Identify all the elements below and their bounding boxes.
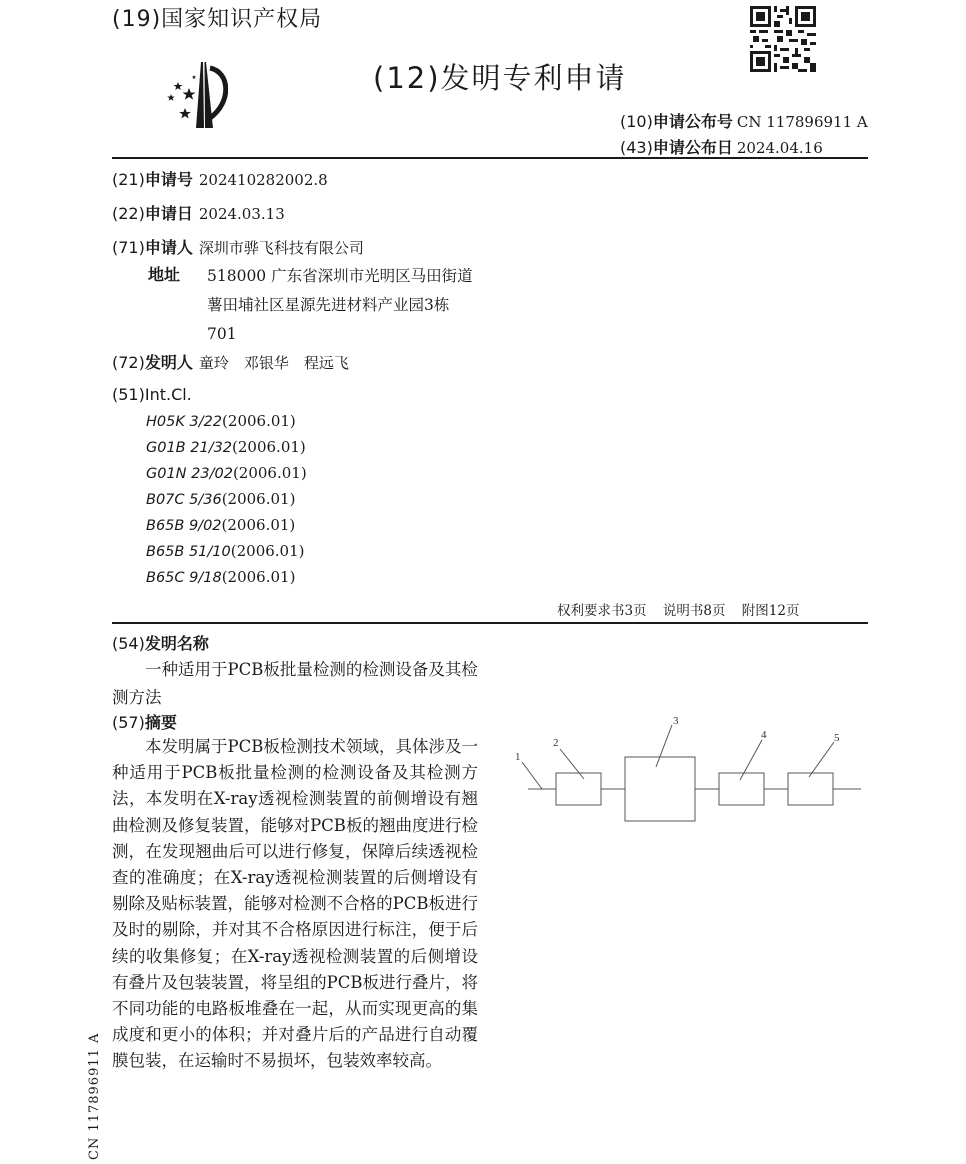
ipc-item — [146, 486, 307, 512]
abstract-text: 本发明属于PCB板检测技术领域，具体涉及一种适用于PCB板批量检测的检测设备及其检测方法，本发明在X-ray透视检测装置的前侧增设有翘曲检测及修复装置，能够对PCB板的翘曲度进行检测，在发现翘曲后可以进行修复，保障后续透视检查的准确度；在X-ray透视检测装置的后侧增设有剔除及贴标装置，能够对检测不合格的PCB板进行及时的剔除，并对其不合格原因进行标注，便于后续的收集修复；在X-ray透视检测装置的后侧增设有叠片及包装装置，将呈组的PCB板进行叠片，将不同功能的电路板堆叠在一起，从而实现更高的集成度和更小的体积；并对叠片后的产品进行自动覆膜包装，在运输时不易损坏，包装效率较高。 — [112, 737, 478, 1071]
field-value: 深圳市骅飞科技有限公司 — [198, 239, 364, 257]
field-code: (71) — [112, 238, 145, 257]
publication-number — [620, 109, 868, 132]
invention-title: 一种适用于PCB板批量检测的检测设备及其检测方法 — [112, 660, 478, 707]
ipc-item — [146, 460, 307, 486]
pub-date-value: 2024.04.16 — [736, 139, 823, 157]
office-name-text: 国家知识产权局 — [161, 7, 323, 32]
ipc-version: (2006.01) — [222, 412, 296, 430]
ipc-version: (2006.01) — [232, 464, 307, 482]
office-name — [112, 2, 322, 33]
figure-label-2: 2 — [553, 737, 559, 749]
ipc-list — [146, 408, 307, 590]
ipc-item — [146, 434, 307, 460]
ipc-code: B07C 5/36 — [146, 492, 222, 508]
field-code: (22) — [112, 204, 145, 223]
header-divider — [112, 157, 868, 159]
ipc-item — [146, 538, 307, 564]
pub-date-code: (43) — [620, 138, 653, 157]
ipc-item — [146, 512, 307, 538]
field-label: Int.Cl. — [144, 385, 192, 404]
doc-type-code: (12) — [373, 61, 441, 95]
abstract-figure — [508, 712, 868, 832]
pub-date-label: 申请公布日 — [652, 138, 733, 157]
inventors — [112, 350, 349, 373]
int-cl-heading — [112, 385, 192, 404]
field-code: (72) — [112, 353, 145, 372]
side-publication-id: CN 117896911 A — [87, 1032, 102, 1160]
application-number — [112, 167, 328, 190]
field-label: 发明人 — [144, 353, 193, 372]
ipc-version: (2006.01) — [221, 568, 296, 586]
abstract-label: 摘要 — [144, 713, 177, 732]
figure-label-1: 1 — [515, 751, 521, 763]
field-label: 申请号 — [144, 170, 193, 189]
field-code: (51) — [112, 385, 145, 404]
section-divider — [112, 622, 868, 624]
abstract-heading — [112, 710, 177, 733]
drawings-pages: 附图12页 — [741, 603, 800, 619]
title-label: 发明名称 — [144, 634, 209, 653]
ipc-code: B65B 9/02 — [146, 518, 222, 534]
ipc-version: (2006.01) — [232, 438, 306, 456]
pub-number-value: CN 117896911 A — [736, 113, 868, 131]
field-value: 2024.03.13 — [198, 205, 285, 223]
title-heading — [112, 631, 209, 654]
title-code: (54) — [112, 634, 145, 653]
ipc-version: (2006.01) — [221, 516, 296, 534]
abstract-code: (57) — [112, 713, 145, 732]
ipc-code: G01B 21/32 — [146, 440, 233, 456]
ipc-version: (2006.01) — [230, 542, 305, 560]
applicant — [112, 235, 364, 258]
document-type — [373, 56, 627, 97]
doc-type-text: 发明专利申请 — [440, 61, 627, 95]
address-label: 地址 — [148, 265, 181, 284]
ipc-item — [146, 564, 307, 590]
publication-date — [620, 135, 823, 158]
ipc-code: G01N 23/02 — [146, 466, 233, 482]
pub-number-code: (10) — [620, 112, 653, 131]
address-value: 518000 广东省深圳市光明区马田街道薯田埔社区星源先进材料产业园3栋701 — [207, 267, 473, 343]
filing-date — [112, 201, 285, 224]
field-label: 申请日 — [144, 204, 193, 223]
figure-label-4: 4 — [761, 729, 767, 741]
ipc-code: H05K 3/22 — [146, 414, 223, 430]
figure-label-3: 3 — [673, 715, 679, 727]
ipc-code: B65C 9/18 — [146, 570, 222, 586]
figure-label-5: 5 — [834, 732, 840, 744]
page-counts — [557, 599, 799, 619]
cnipa-logo-icon — [158, 58, 228, 132]
ipc-code: B65B 51/10 — [146, 544, 231, 560]
ipc-item — [146, 408, 307, 434]
claims-pages: 权利要求书3页 — [557, 603, 647, 619]
qr-code-icon — [750, 6, 816, 72]
field-value: 202410282002.8 — [198, 171, 328, 189]
office-code: (19) — [112, 7, 162, 32]
field-value: 童玲 邓银华 程远飞 — [198, 354, 349, 372]
description-pages: 说明书8页 — [662, 603, 726, 619]
pub-number-label: 申请公布号 — [652, 112, 733, 131]
ipc-version: (2006.01) — [221, 490, 296, 508]
field-label: 申请人 — [144, 238, 193, 257]
field-code: (21) — [112, 170, 145, 189]
